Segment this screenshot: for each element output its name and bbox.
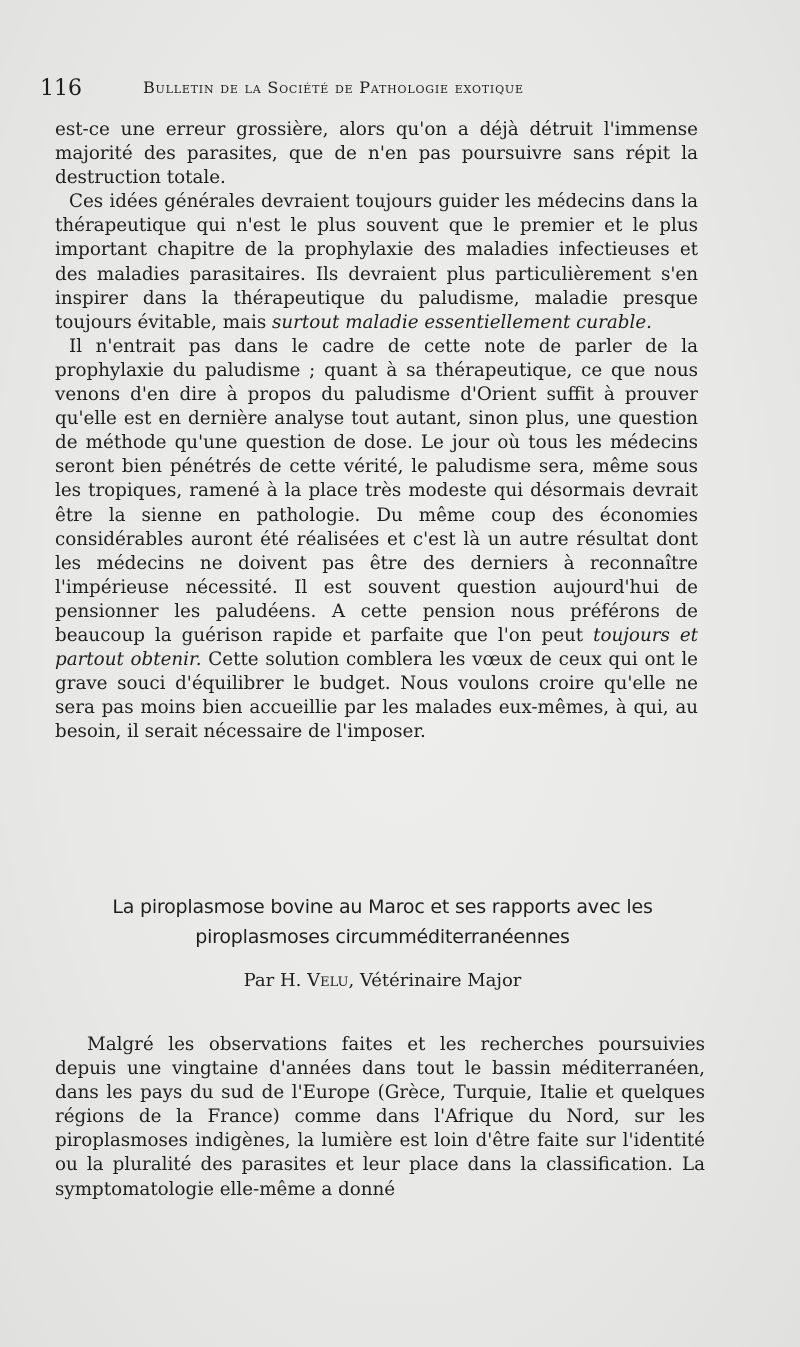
paragraph-3-text-b: Cette solution comblera les vœux de ceux qui ont le grave souci d'équilibrer le budget. Nous voulons croire qu'elle ne sera pas moins bien accueillie par les malades eux-mêmes, à qui, au besoin, il serait nécessaire de l'imposer. — [55, 649, 698, 743]
byline-suffix: , Vétérinaire Major — [348, 970, 522, 991]
author-surname: Velu — [307, 970, 349, 991]
paragraph-2-text: Ces idées générales devraient toujours guider les médecins dans la thérapeutique qui n'est le plus souvent que le premier et le plus important chapitre de la prophylaxie des maladies infectieuses et des maladies parasitaires. Ils devraient plus particulièrement s'en inspirer dans la thérapeutique du paludisme, maladie presque toujours évitable, mais — [55, 191, 698, 333]
article-title-line-1: La piroplasmose bovine au Maroc et ses rapports avec les — [112, 896, 653, 918]
previous-article-text — [55, 118, 698, 744]
running-header — [40, 74, 740, 104]
paragraph-2 — [55, 190, 698, 335]
paragraph-3-emphasis: toujours et partout obtenir. — [55, 624, 698, 671]
paragraph-2-emphasis: surtout maladie essentiellement curable. — [272, 311, 652, 333]
article-title-line-2: piroplasmoses circumméditerranéennes — [195, 926, 570, 948]
page-number: 116 — [40, 76, 82, 101]
new-article-text — [55, 1033, 705, 1202]
byline-prefix: Par H. — [243, 970, 308, 991]
journal-title: Bulletin de la Société de Pathologie exotique — [143, 78, 524, 97]
paragraph-3-text-a: Il n'entrait pas dans le cadre de cette note de parler de la prophylaxie du paludisme ; quant à sa thérapeutique, ce que nous venons d'en dire à propos du paludisme d'Orient suffit à prouver qu'elle est en dernière analyse tout autant, sinon plus, une question de méthode qu'une question de dose. Le jour où tous les médecins seront bien pénétrés de cette vérité, le paludisme sera, même sous les tropiques, ramené à la place très modeste qui désormais devrait être la sienne en pathologie. Du même coup des économies considérables auront été réalisées et c'est là un autre résultat dont les médecins ne doivent pas être des derniers à reconnaître l'impérieuse nécessité. Il est souvent question aujourd'hui de pensionner les paludéens. A cette pension nous préférons de beaucoup la guérison rapide et parfaite que l'on peut — [55, 335, 698, 646]
article-title — [60, 892, 705, 952]
paragraph-1 — [55, 118, 698, 190]
paragraph-1-text: est-ce une erreur grossière, alors qu'on a déjà détruit l'immense majorité des parasites, que de n'en pas poursuivre sans répit la destruction totale. — [55, 119, 698, 189]
paragraph-3 — [55, 335, 698, 745]
new-article-paragraph: Malgré les observations faites et les recherches poursuivies depuis une vingtaine d'années dans tout le bassin méditerranéen, dans les pays du sud de l'Europe (Grèce, Turquie, Italie et quelques régions de la France) comme dans l'Afrique du Nord, sur les piroplasmoses indigènes, la lumière est loin d'être faite sur l'identité ou la pluralité des parasites et leur place dans la classification. La symptomatologie elle-même a donné — [55, 1034, 705, 1200]
article-byline — [60, 970, 705, 991]
